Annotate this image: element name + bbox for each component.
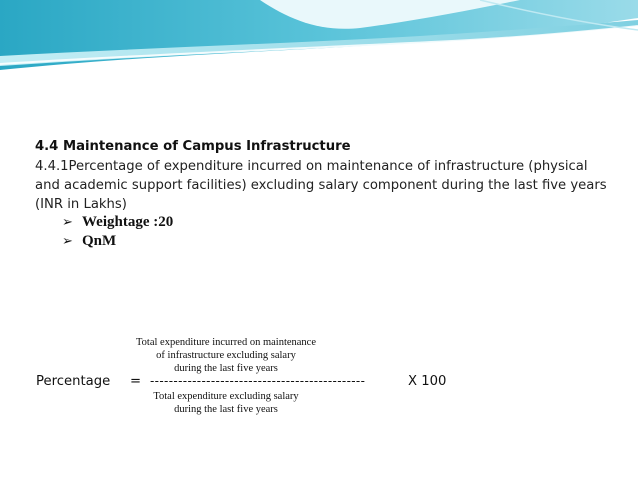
criterion-description: 4.4.1Percentage of expenditure incurred on maintenance of infrastructure (physical and academic support facilities) excluding salary component during the last five years (INR in Lakhs) xyxy=(35,159,607,212)
decorative-wave-banner xyxy=(0,0,638,80)
formula-denominator xyxy=(110,390,342,416)
bullet-weightage xyxy=(62,213,173,232)
numerator-line: Total expenditure incurred on maintenance xyxy=(135,337,317,348)
denominator-line: Total expenditure excluding salary xyxy=(153,391,299,402)
equals-sign: = xyxy=(130,374,142,389)
bullet-label: QnM xyxy=(82,233,117,249)
arrow-bullet-icon: ➢ xyxy=(62,215,73,230)
bullet-qnm xyxy=(62,232,173,251)
numerator-line: of infrastructure excluding salary xyxy=(156,350,296,361)
section-heading: 4.4 Maintenance of Campus Infrastructure xyxy=(35,139,351,154)
bullet-label: Weightage :20 xyxy=(82,214,174,230)
denominator-line: during the last five years xyxy=(174,404,278,415)
formula-numerator xyxy=(110,336,342,375)
numerator-line: during the last five years xyxy=(174,363,278,374)
arrow-bullet-icon: ➢ xyxy=(62,234,73,249)
formula-multiplier: X 100 xyxy=(408,374,447,389)
bullet-list xyxy=(62,213,173,251)
fraction-divider: ---------------------------------------------- xyxy=(150,374,366,388)
formula-label: Percentage xyxy=(36,374,111,389)
